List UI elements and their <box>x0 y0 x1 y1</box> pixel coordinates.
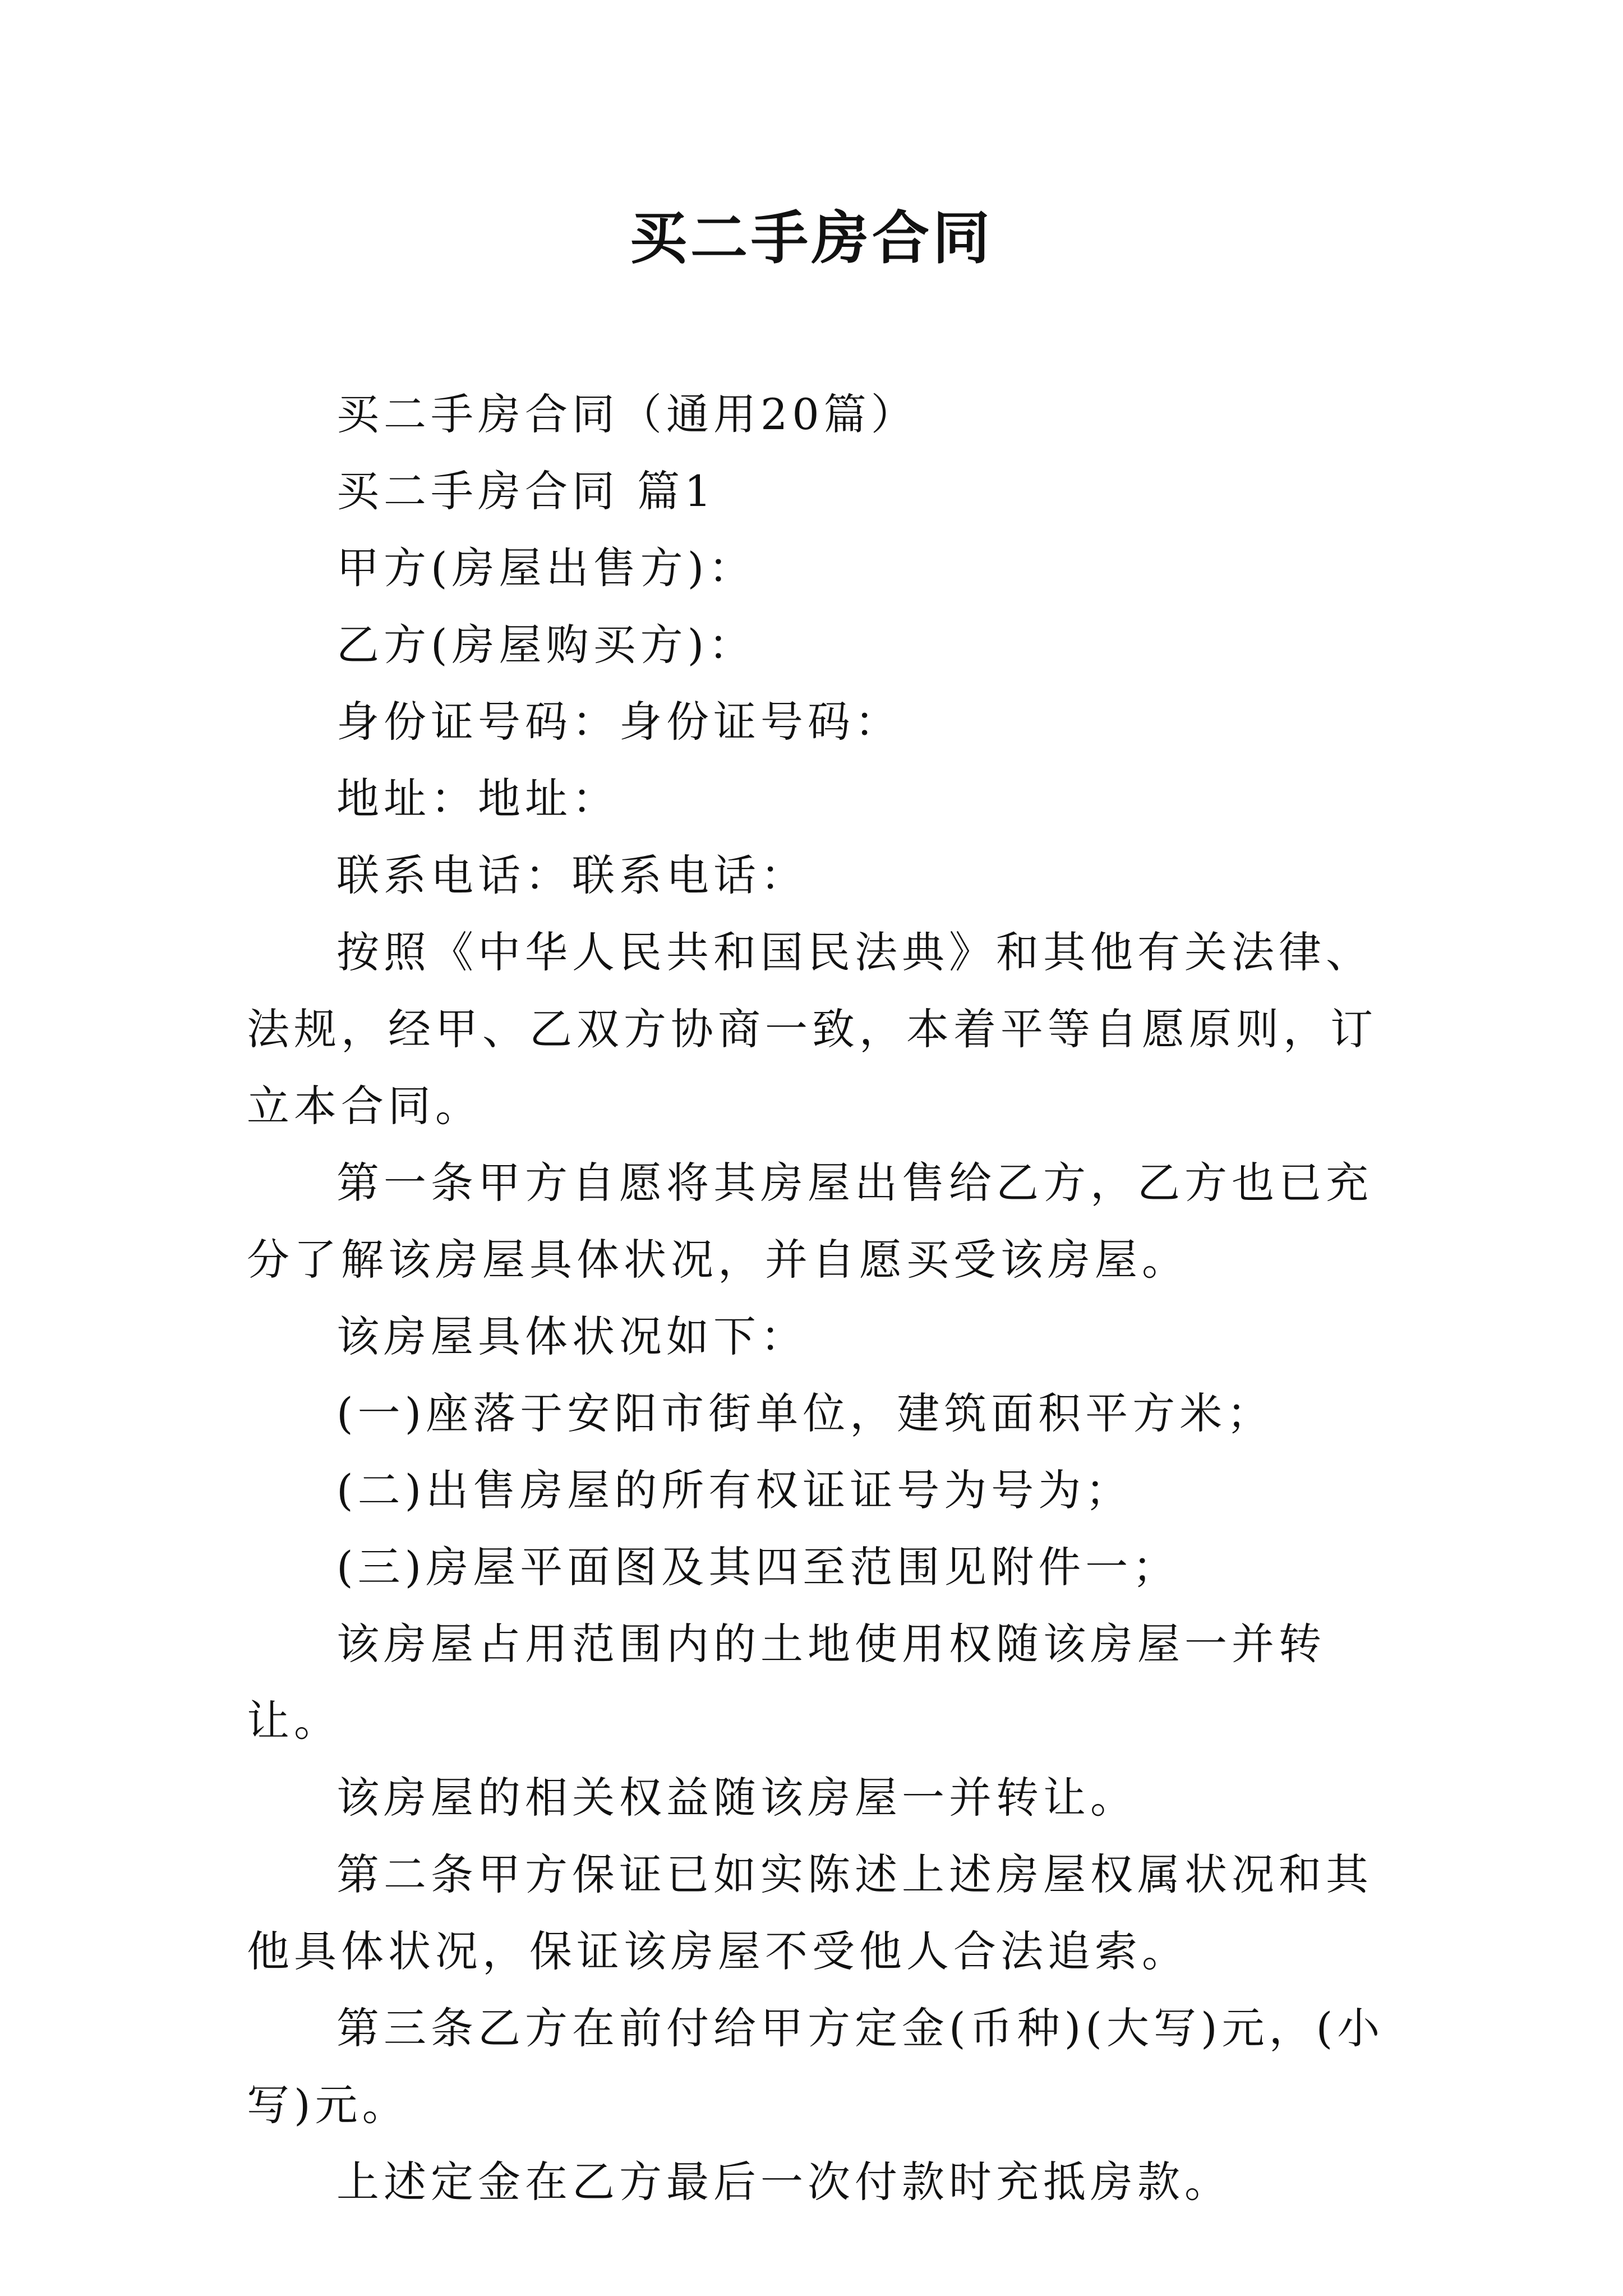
paragraph-deposit: 上述定金在乙方最后一次付款时充抵房款。 <box>336 2157 1232 2207</box>
paragraph-section-heading: 买二手房合同 篇1 <box>336 466 716 516</box>
paragraph-article-1: 第一条甲方自愿将其房屋出售给乙方，乙方也已充分了解该房屋具体状况，并自愿买受该房屋。 <box>247 1158 1373 1285</box>
paragraph-preamble: 按照《中华人民共和国民法典》和其他有关法律、法规，经甲、乙双方协商一致，本着平等自愿原则，订立本合同。 <box>247 927 1377 1131</box>
document-title: 买二手房合同 <box>630 205 993 272</box>
paragraph-id-number: 身份证号码：身份证号码： <box>336 697 902 747</box>
paragraph-address: 地址：地址： <box>336 774 619 823</box>
paragraph-item-1: (一)座落于安阳市街单位，建筑面积平方米； <box>336 1388 1274 1438</box>
paragraph-article-3: 第三条乙方在前付给甲方定金(币种)(大写)元，(小写)元。 <box>247 2003 1385 2130</box>
paragraph-article-2: 第二条甲方保证已如实陈述上述房屋权属状况和其他具体状况，保证该房屋不受他人合法追索。 <box>247 1849 1373 1976</box>
paragraph-related-rights: 该房屋的相关权益随该房屋一并转让。 <box>336 1773 1137 1823</box>
paragraph-item-2: (二)出售房屋的所有权证证号为号为； <box>336 1465 1133 1515</box>
paragraph-house-status: 该房屋具体状况如下： <box>336 1312 808 1361</box>
document-body <box>247 376 1391 2220</box>
paragraph-party-b: 乙方(房屋购买方)： <box>336 620 756 670</box>
paragraph-subtitle: 买二手房合同（通用20篇） <box>336 389 918 439</box>
paragraph-land-use: 该房屋占用范围内的土地使用权随该房屋一并转让。 <box>247 1619 1326 1746</box>
paragraph-party-a: 甲方(房屋出售方)： <box>336 543 756 593</box>
paragraph-item-3: (三)房屋平面图及其四至范围见附件一； <box>336 1542 1180 1592</box>
paragraph-phone: 联系电话：联系电话： <box>336 850 808 900</box>
